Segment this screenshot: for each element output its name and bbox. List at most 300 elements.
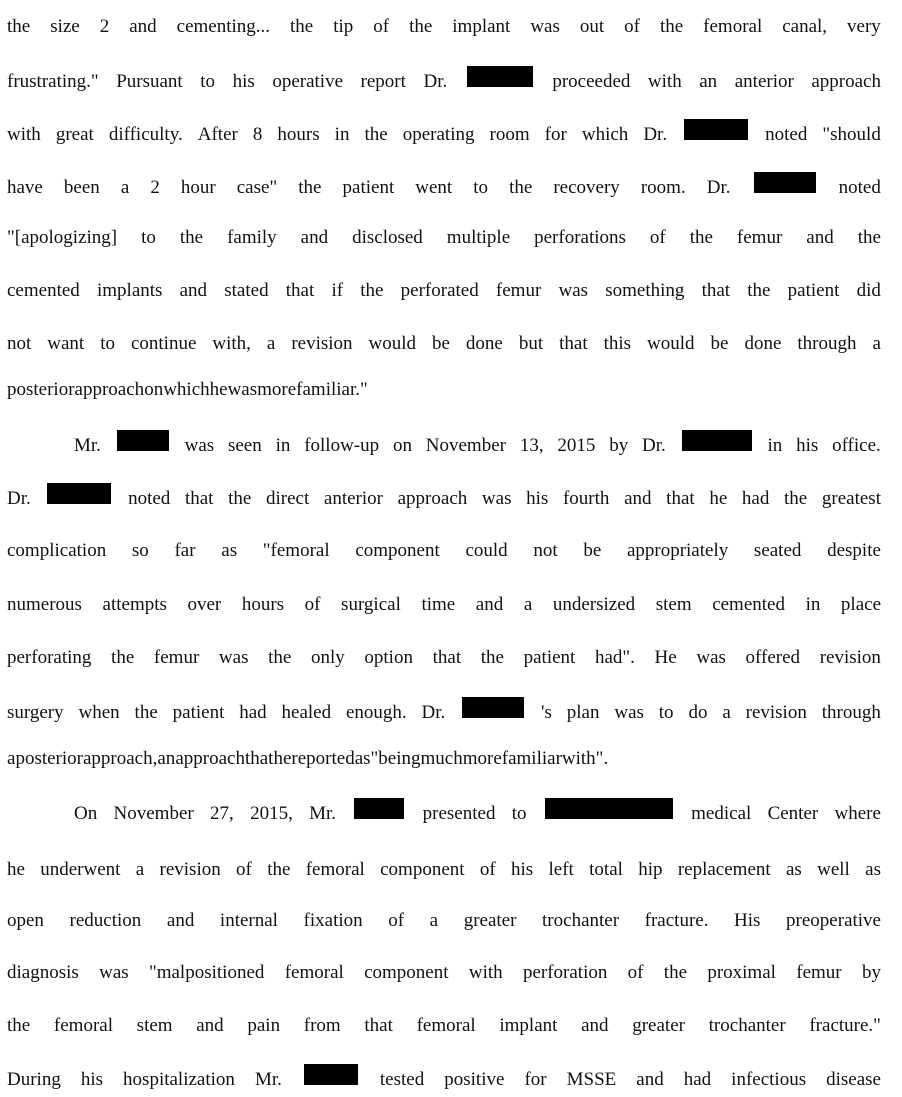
- word: do: [688, 702, 708, 723]
- word: with".: [561, 748, 609, 769]
- word: implant: [499, 1015, 558, 1036]
- word: to: [100, 333, 115, 354]
- word: the: [360, 280, 384, 301]
- word: left: [548, 859, 574, 880]
- word: anterior: [734, 71, 794, 92]
- word: out: [579, 16, 605, 37]
- word: approach: [811, 71, 881, 92]
- word: to: [473, 177, 489, 198]
- text-line: [7, 119, 881, 145]
- text-line: [7, 483, 881, 509]
- word: 2: [150, 177, 160, 198]
- word: and: [166, 910, 195, 931]
- word: Dr.: [423, 71, 448, 92]
- redaction-box: [684, 119, 748, 140]
- word: familiar: [501, 748, 562, 769]
- word: his: [232, 71, 255, 92]
- word: for: [544, 124, 567, 145]
- word: when: [78, 702, 120, 723]
- word: 13,: [519, 435, 544, 456]
- word: perforation: [522, 962, 608, 983]
- word: After: [197, 124, 238, 145]
- word: of: [479, 859, 496, 880]
- word: but: [518, 333, 544, 354]
- word: on: [144, 379, 164, 400]
- word: and: [300, 227, 329, 248]
- word: have: [7, 177, 43, 198]
- word: Dr.: [643, 124, 668, 145]
- word: hip: [638, 859, 663, 880]
- word: with: [647, 71, 682, 92]
- word: the: [659, 16, 684, 37]
- word: difficulty.: [108, 124, 183, 145]
- word: anterior: [323, 488, 383, 509]
- word: as: [865, 859, 881, 880]
- word: revision: [291, 333, 353, 354]
- word: infectious: [731, 1069, 807, 1090]
- word: for: [524, 1069, 547, 1090]
- word: greater: [632, 1015, 685, 1036]
- redaction-box: [117, 430, 169, 451]
- word: reported: [291, 748, 355, 769]
- word: very: [847, 16, 881, 37]
- word: something: [605, 280, 685, 301]
- text-line: [7, 645, 881, 671]
- word: femur: [153, 647, 200, 668]
- word: Mr.: [254, 1069, 282, 1090]
- redaction-box: [682, 430, 752, 451]
- word: only: [310, 647, 345, 668]
- word: 8: [252, 124, 263, 145]
- word: and: [806, 227, 834, 248]
- word: that: [364, 1015, 393, 1036]
- word: patient: [172, 702, 225, 723]
- word: size: [50, 16, 80, 37]
- word: diagnosis: [7, 962, 79, 983]
- word: familiar.": [296, 379, 368, 400]
- word: over: [187, 594, 222, 615]
- word: noted: [838, 177, 881, 198]
- word: option: [364, 647, 413, 668]
- word: to: [511, 803, 527, 824]
- word: was: [218, 647, 249, 668]
- word: disclosed: [352, 227, 423, 248]
- word: the: [509, 177, 533, 198]
- word: much: [420, 748, 463, 769]
- word: seen: [227, 435, 262, 456]
- word: enough.: [345, 702, 407, 723]
- word: office.: [832, 435, 881, 456]
- word: Pursuant: [116, 71, 183, 92]
- word: through: [797, 333, 857, 354]
- text-line: [7, 377, 881, 403]
- word: as: [221, 540, 238, 561]
- word: femur: [495, 280, 542, 301]
- text-line: [7, 538, 881, 564]
- word: room: [489, 124, 530, 145]
- word: operating: [402, 124, 475, 145]
- word: positive: [444, 1069, 505, 1090]
- text-line: [7, 592, 881, 618]
- word: of: [627, 962, 644, 983]
- word: case": [236, 177, 278, 198]
- word: not: [533, 540, 558, 561]
- word: would: [647, 333, 695, 354]
- word: noted: [128, 488, 171, 509]
- word: he: [273, 748, 292, 769]
- word: the: [179, 227, 204, 248]
- word: by: [861, 962, 881, 983]
- word: internal: [219, 910, 278, 931]
- word: had: [683, 1069, 712, 1090]
- word: stated: [224, 280, 269, 301]
- word: of: [624, 16, 640, 37]
- word: the: [290, 16, 314, 37]
- word: hospitalization: [123, 1069, 235, 1090]
- word: the: [663, 962, 688, 983]
- text-line: [7, 908, 881, 934]
- word: in: [334, 124, 350, 145]
- word: tip: [333, 16, 354, 37]
- word: and: [179, 280, 208, 301]
- word: underwent: [40, 859, 121, 880]
- word: of: [373, 16, 390, 37]
- word: MSSE: [566, 1069, 617, 1090]
- word: pain: [247, 1015, 281, 1036]
- word: he: [709, 488, 728, 509]
- word: seated: [753, 540, 802, 561]
- word: disease: [826, 1069, 881, 1090]
- word: femoral: [416, 1015, 476, 1036]
- word: total: [589, 859, 623, 880]
- word: of: [388, 910, 405, 931]
- word: could: [465, 540, 508, 561]
- word: 2: [99, 16, 110, 37]
- word: surgery: [7, 702, 64, 723]
- word: time: [421, 594, 456, 615]
- word: with,: [212, 333, 251, 354]
- redaction-box: [545, 798, 673, 819]
- redaction-box: [462, 697, 524, 718]
- word: if: [331, 280, 344, 301]
- word: multiple: [446, 227, 511, 248]
- word: "malpositioned: [148, 962, 265, 983]
- word: continue: [130, 333, 197, 354]
- word: greater: [463, 910, 517, 931]
- word: was: [184, 435, 215, 456]
- word: far: [174, 540, 196, 561]
- word: was: [558, 280, 589, 301]
- text-line: [7, 172, 881, 198]
- word: a: [523, 594, 533, 615]
- word: component: [380, 859, 465, 880]
- word: want: [47, 333, 85, 354]
- word: cementing...: [176, 16, 271, 37]
- word: "femoral: [262, 540, 330, 561]
- word: and: [581, 1015, 609, 1036]
- word: direct: [265, 488, 310, 509]
- word: did: [856, 280, 881, 301]
- word: a: [722, 702, 731, 723]
- word: the: [364, 124, 388, 145]
- word: His: [734, 910, 761, 931]
- word: Dr.: [421, 702, 446, 723]
- word: that: [701, 280, 731, 301]
- word: Dr.: [642, 435, 666, 456]
- word: well: [817, 859, 850, 880]
- word: to: [141, 227, 156, 248]
- word: through: [821, 702, 881, 723]
- word: with: [7, 124, 41, 145]
- word: with: [468, 962, 503, 983]
- word: proximal: [707, 962, 776, 983]
- word: from: [303, 1015, 341, 1036]
- word: He: [654, 647, 677, 668]
- word: greatest: [821, 488, 881, 509]
- word: patient: [342, 177, 395, 198]
- text-line: [74, 798, 881, 824]
- word: and: [624, 488, 652, 509]
- word: was: [530, 16, 560, 37]
- word: that: [285, 280, 315, 301]
- word: a: [266, 333, 276, 354]
- text-line: [7, 225, 881, 251]
- word: attempts: [102, 594, 167, 615]
- word: cemented: [7, 280, 80, 301]
- word: femoral: [284, 962, 344, 983]
- word: had: [741, 488, 770, 509]
- word: in: [805, 594, 821, 615]
- text-line: [7, 14, 881, 40]
- word: the: [784, 488, 808, 509]
- word: 2015,: [250, 803, 293, 824]
- word: approach: [175, 748, 245, 769]
- word: not: [7, 333, 32, 354]
- word: report: [360, 71, 406, 92]
- word: approach: [74, 379, 145, 400]
- word: fracture.: [644, 910, 709, 931]
- word: he: [209, 379, 228, 400]
- word: trochanter: [708, 1015, 786, 1036]
- word: noted: [765, 124, 808, 145]
- word: and: [196, 1015, 224, 1036]
- word: this: [603, 333, 632, 354]
- word: was: [99, 962, 129, 983]
- word: Center: [767, 803, 819, 824]
- word: had".: [594, 647, 635, 668]
- word: femoral: [53, 1015, 113, 1036]
- word: the: [409, 16, 433, 37]
- word: the: [267, 859, 291, 880]
- word: an: [699, 71, 718, 92]
- word: approach,: [82, 748, 158, 769]
- word: revision: [819, 647, 881, 668]
- redaction-box: [754, 172, 816, 193]
- word: would: [368, 333, 417, 354]
- word: numerous: [7, 594, 82, 615]
- text-line: [7, 66, 881, 92]
- word: the: [134, 702, 158, 723]
- word: "should: [822, 124, 881, 145]
- redaction-box: [304, 1064, 358, 1085]
- word: the: [268, 647, 292, 668]
- word: hours: [241, 594, 285, 615]
- word: operative: [272, 71, 343, 92]
- word: was: [696, 647, 726, 668]
- word: component: [364, 962, 449, 983]
- word: an: [157, 748, 176, 769]
- word: be: [432, 333, 450, 354]
- word: done: [744, 333, 782, 354]
- word: complication: [7, 540, 107, 561]
- word: as: [785, 859, 802, 880]
- word: where: [834, 803, 881, 824]
- text-line: [7, 1013, 881, 1039]
- word: the: [480, 647, 504, 668]
- word: of: [236, 859, 252, 880]
- text-line: [7, 746, 881, 772]
- word: implants: [96, 280, 163, 301]
- word: patient: [523, 647, 576, 668]
- word: Mr.: [309, 803, 337, 824]
- word: as: [354, 748, 371, 769]
- word: On: [74, 803, 98, 824]
- word: to: [200, 71, 216, 92]
- word: revision: [159, 859, 221, 880]
- word: Dr.: [7, 488, 31, 509]
- word: patient: [787, 280, 840, 301]
- word: that: [559, 333, 588, 354]
- word: reduction: [69, 910, 142, 931]
- word: tested: [379, 1069, 425, 1090]
- word: posterior: [7, 379, 75, 400]
- word: and: [475, 594, 504, 615]
- word: offered: [745, 647, 801, 668]
- word: 27,: [210, 803, 234, 824]
- word: in: [275, 435, 291, 456]
- word: appropriately: [626, 540, 729, 561]
- word: that: [184, 488, 214, 509]
- word: Dr.: [706, 177, 731, 198]
- text-line: [7, 960, 881, 986]
- word: fracture.": [809, 1015, 881, 1036]
- word: the: [689, 227, 713, 248]
- word: perforated: [400, 280, 479, 301]
- word: stem: [655, 594, 692, 615]
- word: on: [392, 435, 412, 456]
- word: 2015: [557, 435, 596, 456]
- word: his: [796, 435, 819, 456]
- word: so: [131, 540, 149, 561]
- word: femur: [736, 227, 783, 248]
- word: follow-up: [304, 435, 380, 456]
- word: component: [355, 540, 440, 561]
- word: the: [111, 647, 135, 668]
- word: trochanter: [542, 910, 620, 931]
- word: perforations: [534, 227, 626, 248]
- word: in: [767, 435, 783, 456]
- word: more: [462, 748, 502, 769]
- word: and: [129, 16, 157, 37]
- word: went: [415, 177, 453, 198]
- text-line: [7, 697, 881, 723]
- word: by: [609, 435, 629, 456]
- word: revision: [745, 702, 807, 723]
- word: his: [80, 1069, 104, 1090]
- word: which: [581, 124, 629, 145]
- word: a: [429, 910, 439, 931]
- word: recovery: [553, 177, 620, 198]
- word: his: [526, 488, 549, 509]
- word: that: [432, 647, 462, 668]
- word: November: [425, 435, 506, 456]
- word: that: [666, 488, 695, 509]
- word: the: [7, 1015, 31, 1036]
- word: surgical: [341, 594, 401, 615]
- word: he: [7, 859, 25, 880]
- word: was: [227, 379, 258, 400]
- word: femur: [796, 962, 842, 983]
- word: that: [244, 748, 274, 769]
- word: undersized: [552, 594, 636, 615]
- word: fourth: [562, 488, 610, 509]
- word: was: [481, 488, 512, 509]
- word: During: [7, 1069, 61, 1090]
- word: despite: [827, 540, 881, 561]
- word: posterior: [15, 748, 83, 769]
- word: 's: [541, 702, 552, 723]
- word: a: [872, 333, 881, 354]
- word: room.: [640, 177, 686, 198]
- word: a: [120, 177, 130, 198]
- word: the: [228, 488, 252, 509]
- word: his: [511, 859, 534, 880]
- word: presented: [422, 803, 496, 824]
- word: replacement: [677, 859, 771, 880]
- word: open: [7, 910, 44, 931]
- word: preoperative: [786, 910, 881, 931]
- word: plan: [566, 702, 600, 723]
- word: the: [747, 280, 771, 301]
- word: femoral: [703, 16, 763, 37]
- text-line: [7, 278, 881, 304]
- word: place: [840, 594, 881, 615]
- word: medical: [691, 803, 752, 824]
- text-line: [7, 1064, 881, 1090]
- redaction-box: [47, 483, 111, 504]
- text-line: [74, 430, 881, 456]
- word: frustrating.": [7, 71, 99, 92]
- redaction-box: [467, 66, 533, 87]
- word: family: [227, 227, 277, 248]
- text-line: [7, 331, 881, 357]
- word: stem: [136, 1015, 173, 1036]
- word: the: [298, 177, 322, 198]
- word: great: [55, 124, 94, 145]
- word: perforating: [7, 647, 92, 668]
- redaction-box: [354, 798, 404, 819]
- word: fixation: [303, 910, 363, 931]
- word: femoral: [305, 859, 365, 880]
- text-line: [7, 857, 881, 883]
- word: "[apologizing]: [7, 227, 118, 248]
- word: proceeded: [552, 71, 631, 92]
- word: healed: [281, 702, 332, 723]
- word: a: [7, 748, 16, 769]
- word: of: [304, 594, 321, 615]
- word: the: [857, 227, 881, 248]
- word: hour: [180, 177, 216, 198]
